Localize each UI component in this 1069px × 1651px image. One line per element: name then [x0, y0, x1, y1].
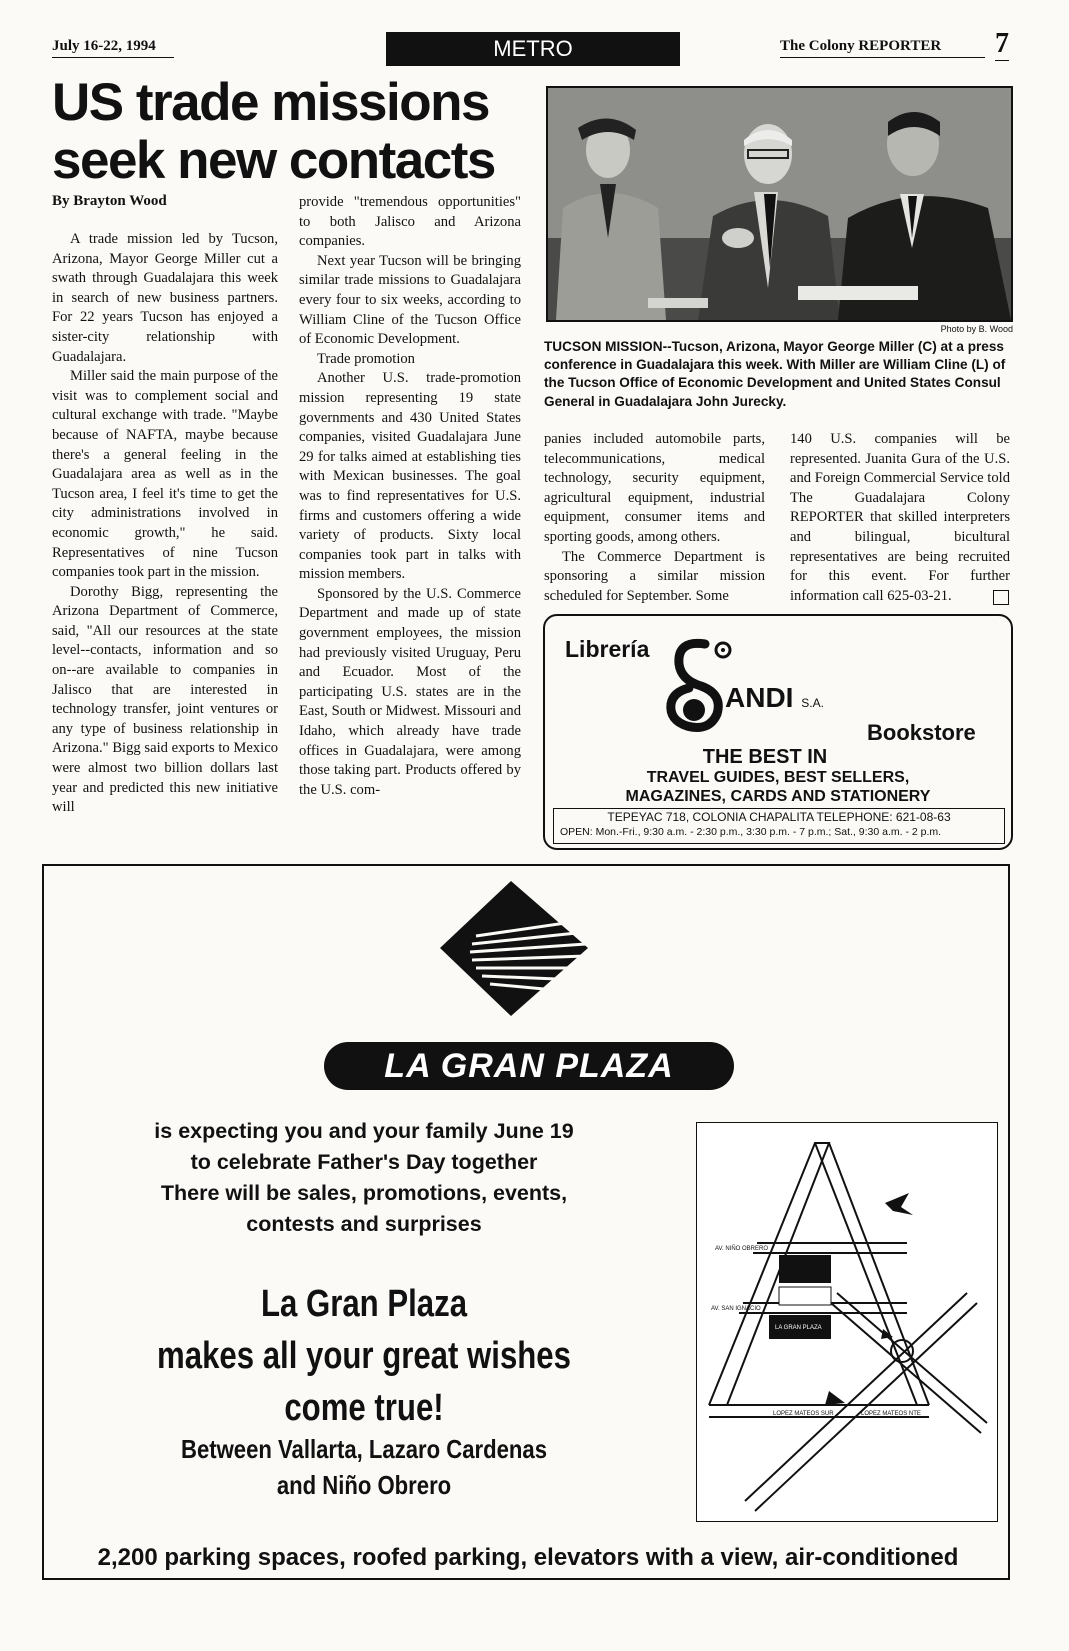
- plaza-slogan: La Gran Plaza makes all your great wishes come true!: [157, 1283, 571, 1429]
- plaza-amenities: 2,200 parking spaces, roofed parking, elevators with a view, air-conditioned: [97, 1544, 959, 1571]
- photo-caption: TUCSON MISSION--Tucson, Arizona, Mayor George Miller (C) at a press conference in Guadalajara this week. With Miller are William Cline (L) of the Tucson Office of Economic Development and United States Consul General in Guadalajara John Jurecky.: [544, 339, 1006, 409]
- subhead: Trade promotion: [317, 350, 415, 367]
- article-column-3: [544, 430, 765, 606]
- issue-date: July 16-22, 1994: [52, 38, 174, 58]
- page-number: 7: [995, 28, 1009, 59]
- paragraph: A trade mission led by Tucson, Arizona, Mayor George Miller cut a swath through Guadalajara this week in search of new business partners. For 22 years Tucson has enjoyed a sister-city relationship with Guadalajara.: [52, 231, 278, 365]
- libreria-brand: ANDI S.A.: [725, 682, 824, 713]
- section-label: METRO: [386, 32, 680, 66]
- paragraph: Sponsored by the U.S. Commerce Department and made up of state government employees, the mission had previously visited Uruguay, Peru and Ecuador. Most of the participating U.S. states are in the East, South or Midwest. Missouri and Idaho, which already have trade offices in Guadalajara, were among those taking part. Products offered by the U.S. com-: [299, 585, 521, 798]
- paragraph: Miller said the main purpose of the visit was to complement social and cultural exchange with trade. "Maybe because of NAFTA, maybe because there's a general feeling in the Guadalajara area as well as in the Tucson area, I feel it's time to get the city administrations involved in economic growth," he said. Representatives of nine Tucson companies took part in the mission.: [52, 368, 278, 581]
- libreria-ad: [543, 614, 1013, 850]
- products-line-1: TRAVEL GUIDES, BEST SELLERS,: [646, 769, 910, 786]
- svg-text:LOPEZ MATEOS SUR: LOPEZ MATEOS SUR: [773, 1411, 834, 1417]
- paragraph: The Commerce Department is sponsoring a similar mission scheduled for September. Some: [544, 548, 765, 604]
- svg-text:AV. NIÑO OBRERO: AV. NIÑO OBRERO: [715, 1246, 769, 1252]
- paragraph: Dorothy Bigg, representing the Arizona Department of Commerce, said, "All our resources at the state level--contacts, information and so on--are available to companies in Jalisco that are interested in technology transfer, joint ventures or any type of business relationship in Arizona." Bigg said exports to Mexico were almost two billion dollars last year and predicted this new initiative will: [52, 583, 278, 816]
- paragraph: 140 U.S. companies will be represented. Juanita Gura of the U.S. and Foreign Commercial Service told The Guadalajara Colony REPORTER that skilled interpreters and bilingual, bicultural representatives are being recruited for this event. For further information call 625-03-21.: [790, 431, 1010, 604]
- headline: US trade missions seek new contacts: [52, 73, 495, 190]
- photo-credit: Photo by B. Wood: [940, 324, 1013, 334]
- invitation-text: is expecting you and your family June 19 to celebrate Father's Day together There will be sales, promotions, events, contests and surprises: [154, 1119, 574, 1236]
- article-column-4: [790, 430, 1010, 606]
- paragraph: Another U.S. trade-promotion mission representing 19 state governments and 430 United States companies, visited Guadalajara June 29 for talks aimed at establishing ties with Mexican businesses. The goal was to find representatives for U.S. firms and customers offering a wide variety of products. Sixty local companies took part in talks with mission members.: [299, 370, 521, 583]
- best-in-label: THE BEST IN: [702, 746, 828, 768]
- plaza-location: Between Vallarta, Lazaro Cardenas and Niño Obrero: [180, 1434, 548, 1500]
- store-address: TEPEYAC 718, COLONIA CHAPALITA TELEPHONE: 621-08-63: [607, 810, 951, 824]
- plaza-banner: LA GRAN PLAZA: [324, 1042, 734, 1090]
- address-box: [553, 808, 1005, 844]
- paragraph: Next year Tucson will be bringing similar trade missions to Guadalajara every four to six weeks, according to William Cline of the Tucson Office of Economic Development.: [299, 252, 521, 348]
- products-line-2: MAGAZINES, CARDS AND STATIONERY: [625, 788, 931, 805]
- article-column-1: [52, 230, 278, 818]
- svg-text:AV. SAN IGNACIO: AV. SAN IGNACIO: [711, 1306, 761, 1312]
- plaza-logo-icon: [436, 876, 596, 1026]
- article-column-2: [299, 193, 521, 800]
- paragraph: panies included automobile parts, telecommunications, medical technology, security equipment, agricultural equipment, industrial equipment, consumer items and sporting goods, among others.: [544, 431, 765, 545]
- byline: By Brayton Wood: [52, 193, 167, 209]
- end-mark: [993, 590, 1009, 605]
- libreria-label: Librería: [565, 636, 650, 662]
- la-gran-plaza-ad: [42, 864, 1010, 1580]
- photo-illustration: [548, 88, 1011, 320]
- bookstore-label: Bookstore: [867, 720, 976, 745]
- map-drawing: [697, 1123, 997, 1521]
- newspaper-name: The Colony REPORTER: [780, 38, 985, 58]
- store-hours: OPEN: Mon.-Fri., 9:30 a.m. - 2:30 p.m., 3:30 p.m. - 7 p.m.; Sat., 9:30 a.m. - 2 p.m.: [560, 826, 942, 838]
- svg-text:LA GRAN PLAZA: LA GRAN PLAZA: [775, 1325, 822, 1331]
- paragraph: provide "tremendous opportunities" to both Jalisco and Arizona companies.: [299, 194, 521, 250]
- north-arrow-icon: [885, 1193, 913, 1215]
- location-map: [696, 1122, 998, 1522]
- svg-text:LOPEZ MATEOS NTE: LOPEZ MATEOS NTE: [861, 1411, 921, 1417]
- press-conference-photo: [546, 86, 1013, 322]
